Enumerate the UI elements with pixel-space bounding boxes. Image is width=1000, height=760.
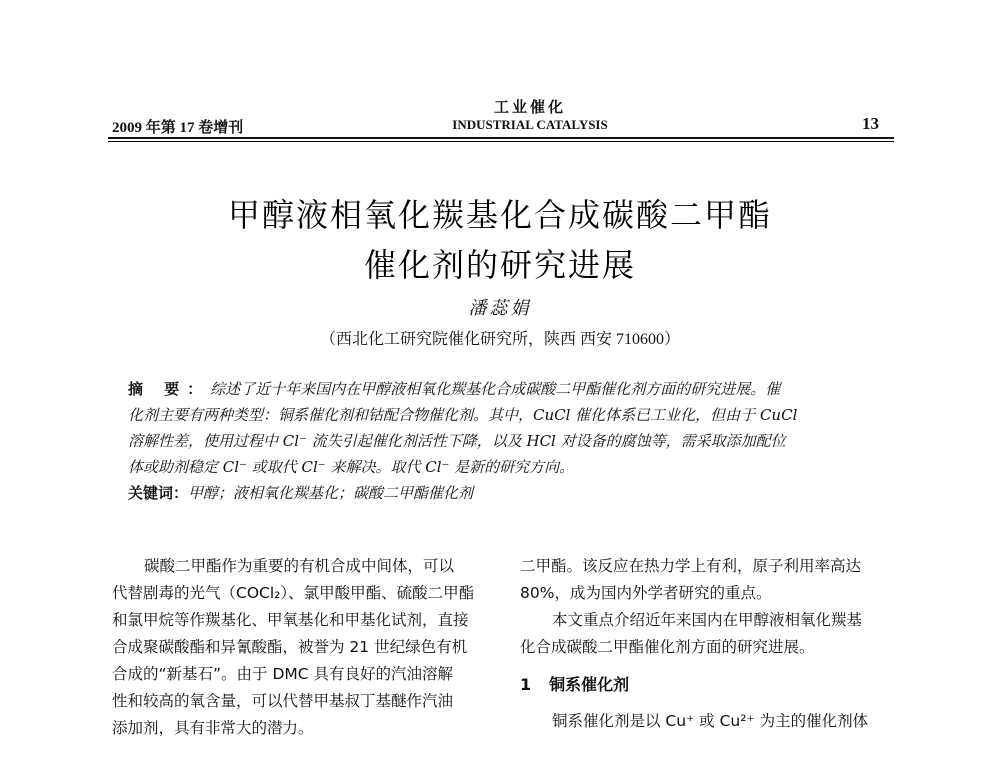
keywords-label: 关键词： bbox=[128, 484, 189, 502]
article-title-line1: 甲醇液相氧化羰基化合成碳酸二甲酯 bbox=[227, 196, 772, 234]
body-right-line-5: 铜系催化剂是以 Cu⁺ 或 Cu²⁺ 为主的催化剂体 bbox=[552, 712, 869, 730]
affiliation: （西北化工研究院催化研究所，陕西 西安 710600） bbox=[319, 331, 680, 348]
body-left-column bbox=[112, 553, 494, 742]
body-right-line-1: 二甲酯。该反应在热力学上有利，原子利用率高达 bbox=[520, 557, 862, 575]
article-title-line2: 催化剂的研究进展 bbox=[363, 246, 636, 284]
keywords-line bbox=[128, 480, 880, 506]
author: 潘蕊娟 bbox=[468, 298, 532, 319]
section-heading bbox=[520, 671, 900, 698]
abstract-line-1 bbox=[128, 376, 880, 402]
header-issue: 2009 年第 17 卷增刊 bbox=[112, 120, 244, 136]
body-left-line-3: 和氯甲烷等作羰基化、甲氧基化和甲基化试剂，直接 bbox=[112, 611, 469, 629]
body-left-line-7: 添加剂，具有非常大的潜力。 bbox=[112, 719, 314, 737]
body-right-line-4: 化合成碳酸二甲酯催化剂方面的研究进展。 bbox=[520, 638, 815, 656]
abstract-text-1: 综述了近十年来国内在甲醇液相氧化羰基化合成碳酸二甲酯催化剂方面的研究进展。催 bbox=[210, 380, 781, 398]
page-number: 13 bbox=[862, 114, 879, 133]
body-right-column bbox=[520, 553, 900, 735]
body-left-line-4: 合成聚碳酸酯和异氰酸酯，被誉为 21 世纪绿色有机 bbox=[112, 638, 468, 656]
abstract-line-3: 溶解性差，使用过程中 Cl⁻ 流失引起催化剂活性下降，以及 HCl 对设备的腐蚀等，需采取添加配位 bbox=[128, 432, 786, 450]
abstract-label: 摘 要： bbox=[128, 380, 211, 398]
journal-name-en: INDUSTRIAL CATALYSIS bbox=[452, 117, 608, 132]
abstract-line-2: 化剂主要有两种类型：铜系催化剂和钴配合物催化剂。其中，CuCl 催化体系已工业化，但由于 CuCl bbox=[128, 406, 798, 424]
body-right-line-3: 本文重点介绍近年来国内在甲醇液相氧化羰基 bbox=[552, 611, 863, 629]
header-rule-thin bbox=[108, 141, 894, 142]
header-journal bbox=[400, 98, 660, 134]
journal-name-cn: 工业催化 bbox=[493, 98, 566, 116]
body-left-line-5: 合成的“新基石”。由于 DMC 具有良好的汽油溶解 bbox=[112, 665, 454, 683]
abstract-line-4: 体或助剂稳定 Cl⁻ 或取代 Cl⁻ 来解决。取代 Cl⁻ 是新的研究方向。 bbox=[128, 458, 575, 476]
body-left-line-1: 碳酸二甲酯作为重要的有机合成中间体，可以 bbox=[144, 557, 455, 575]
abstract bbox=[128, 376, 880, 506]
keywords-text: 甲醇；液相氧化羰基化；碳酸二甲酯催化剂 bbox=[188, 484, 474, 502]
body-left-line-6: 性和较高的氧含量，可以代替甲基叔丁基醚作汽油 bbox=[112, 692, 454, 710]
body-left-line-2: 代替剧毒的光气（COCl₂）、氯甲酸甲酯、硫酸二甲酯 bbox=[112, 584, 475, 602]
section-number: 1 bbox=[520, 675, 532, 694]
body-right-line-2: 80%，成为国内外学者研究的重点。 bbox=[520, 584, 772, 602]
section-title: 铜系催化剂 bbox=[549, 675, 630, 694]
header-rule-thick bbox=[108, 137, 894, 139]
